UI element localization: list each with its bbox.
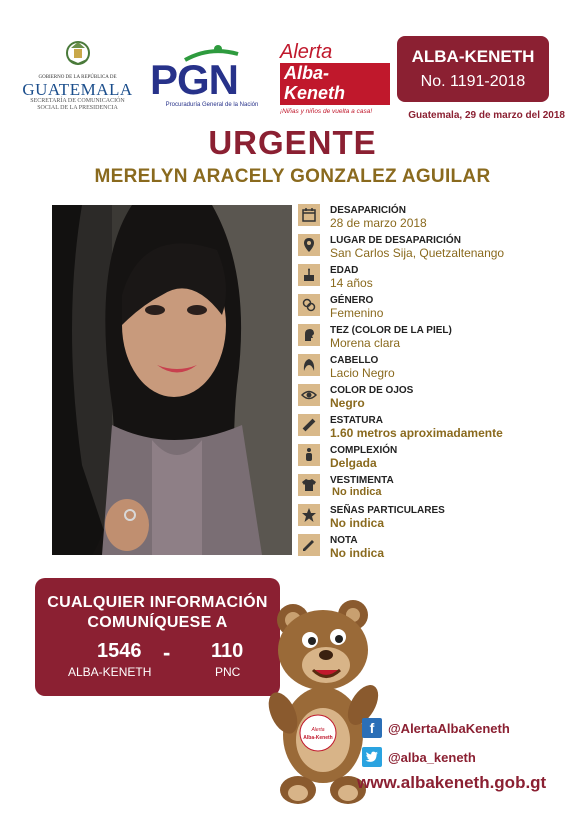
cake-icon (298, 264, 320, 286)
contact-box (35, 578, 280, 696)
detail-label: EDAD (330, 265, 359, 276)
ruler-icon (298, 414, 320, 436)
body-icon (298, 444, 320, 466)
portrait-image (52, 205, 292, 555)
note-icon (298, 534, 320, 556)
shirt-icon (298, 474, 320, 496)
detail-value: No indica (330, 546, 385, 560)
detail-value: Negro (330, 396, 365, 410)
missing-person-photo (52, 205, 292, 555)
detail-label: COMPLEXIÓN (330, 445, 398, 456)
contact-line-1: CUALQUIER INFORMACIÓN (47, 594, 268, 611)
detail-row-age (298, 260, 568, 290)
case-number: No. 1191-2018 (420, 73, 526, 90)
alerta-word: Alerta (280, 41, 333, 63)
detail-row-gender (298, 290, 568, 320)
bear-badge-alerta: Alerta (311, 727, 325, 733)
twitter-link[interactable] (362, 747, 510, 767)
guatemala-sub-1: SECRETARÍA DE COMUNICACIÓN (30, 98, 125, 105)
detail-row-marks (298, 500, 568, 530)
detail-value: Delgada (330, 456, 377, 470)
coat-of-arms-icon (63, 38, 93, 68)
detail-label: VESTIMENTA (330, 475, 394, 486)
detail-row-note (298, 530, 568, 560)
guatemala-government-logo (20, 38, 135, 112)
detail-row-skin (298, 320, 568, 350)
pgn-letters: PGN (150, 56, 239, 103)
facebook-icon: f (362, 718, 382, 738)
detail-label: GÉNERO (330, 295, 374, 306)
detail-label: DESAPARICIÓN (330, 205, 406, 216)
social-links (362, 718, 510, 776)
issue-date: Guatemala, 29 de marzo del 2018 (408, 110, 565, 121)
alba-keneth-phone-label: ALBA-KENETH (68, 665, 152, 679)
face-icon (298, 324, 320, 346)
twitter-icon (362, 747, 382, 767)
contact-line-2: COMUNÍQUESE A (87, 614, 228, 631)
phone-numbers (35, 640, 280, 680)
detail-row-hair (298, 350, 568, 380)
alerta-slogan: ¡Niñas y niños de vuelta a casa! (280, 107, 373, 115)
case-number-box (397, 36, 549, 102)
urgent-heading: URGENTE (208, 124, 377, 161)
detail-value: 14 años (330, 276, 373, 290)
eye-icon (298, 384, 320, 406)
bear-badge-alba-keneth: Alba-Keneth (303, 735, 333, 741)
guatemala-small-text: GOBIERNO DE LA REPÚBLICA DE (38, 75, 117, 80)
detail-value: 28 de marzo 2018 (330, 216, 427, 230)
details-list (298, 200, 568, 560)
facebook-handle[interactable]: @AlertaAlbaKeneth (388, 720, 510, 736)
detail-row-place (298, 230, 568, 260)
detail-row-height (298, 410, 568, 440)
detail-value: 1.60 metros aproximadamente (330, 426, 503, 440)
facebook-link[interactable] (362, 718, 510, 738)
case-title: ALBA-KENETH (411, 47, 535, 66)
guatemala-sub-2: SOCIAL DE LA PRESIDENCIA (37, 105, 118, 112)
gender-icon (298, 294, 320, 316)
detail-label: NOTA (330, 535, 358, 546)
location-pin-icon (298, 234, 320, 256)
pgn-logo (142, 42, 272, 112)
detail-row-disappearance (298, 200, 568, 230)
detail-label: TEZ (COLOR DE LA PIEL) (330, 325, 452, 336)
detail-row-build (298, 440, 568, 470)
detail-value: No indica (332, 486, 382, 498)
pnc-phone[interactable]: 110 (211, 640, 244, 662)
website-link[interactable]: www.albakeneth.gob.gt (357, 773, 547, 792)
pgn-caption: Procuraduría General de la Nación (165, 102, 259, 108)
phone-separator: - (163, 640, 171, 665)
detail-row-eyes (298, 380, 568, 410)
pnc-phone-label: PNC (215, 665, 241, 679)
calendar-icon (298, 204, 320, 226)
alba-keneth-phone[interactable]: 1546 (97, 640, 142, 662)
detail-value: Morena clara (330, 336, 401, 350)
detail-value: No indica (330, 516, 385, 530)
alba-keneth-word: Alba-Keneth (280, 63, 390, 105)
detail-row-clothing (298, 470, 568, 500)
detail-label: ESTATURA (330, 415, 383, 426)
hair-icon (298, 354, 320, 376)
detail-label: COLOR DE OJOS (330, 385, 414, 396)
alerta-alba-keneth-logo (280, 42, 390, 115)
detail-value: Femenino (330, 306, 384, 320)
detail-label: CABELLO (330, 355, 379, 366)
twitter-handle[interactable]: @alba_keneth (388, 749, 476, 765)
detail-label: SEÑAS PARTICULARES (330, 505, 445, 516)
detail-label: LUGAR DE DESAPARICIÓN (330, 235, 461, 246)
guatemala-title: GUATEMALA (22, 79, 133, 99)
detail-value: San Carlos Sija, Quetzaltenango (330, 246, 505, 260)
star-icon (298, 504, 320, 526)
missing-person-name: MERELYN ARACELY GONZALEZ AGUILAR (94, 166, 491, 187)
detail-value: Lacio Negro (330, 366, 395, 380)
